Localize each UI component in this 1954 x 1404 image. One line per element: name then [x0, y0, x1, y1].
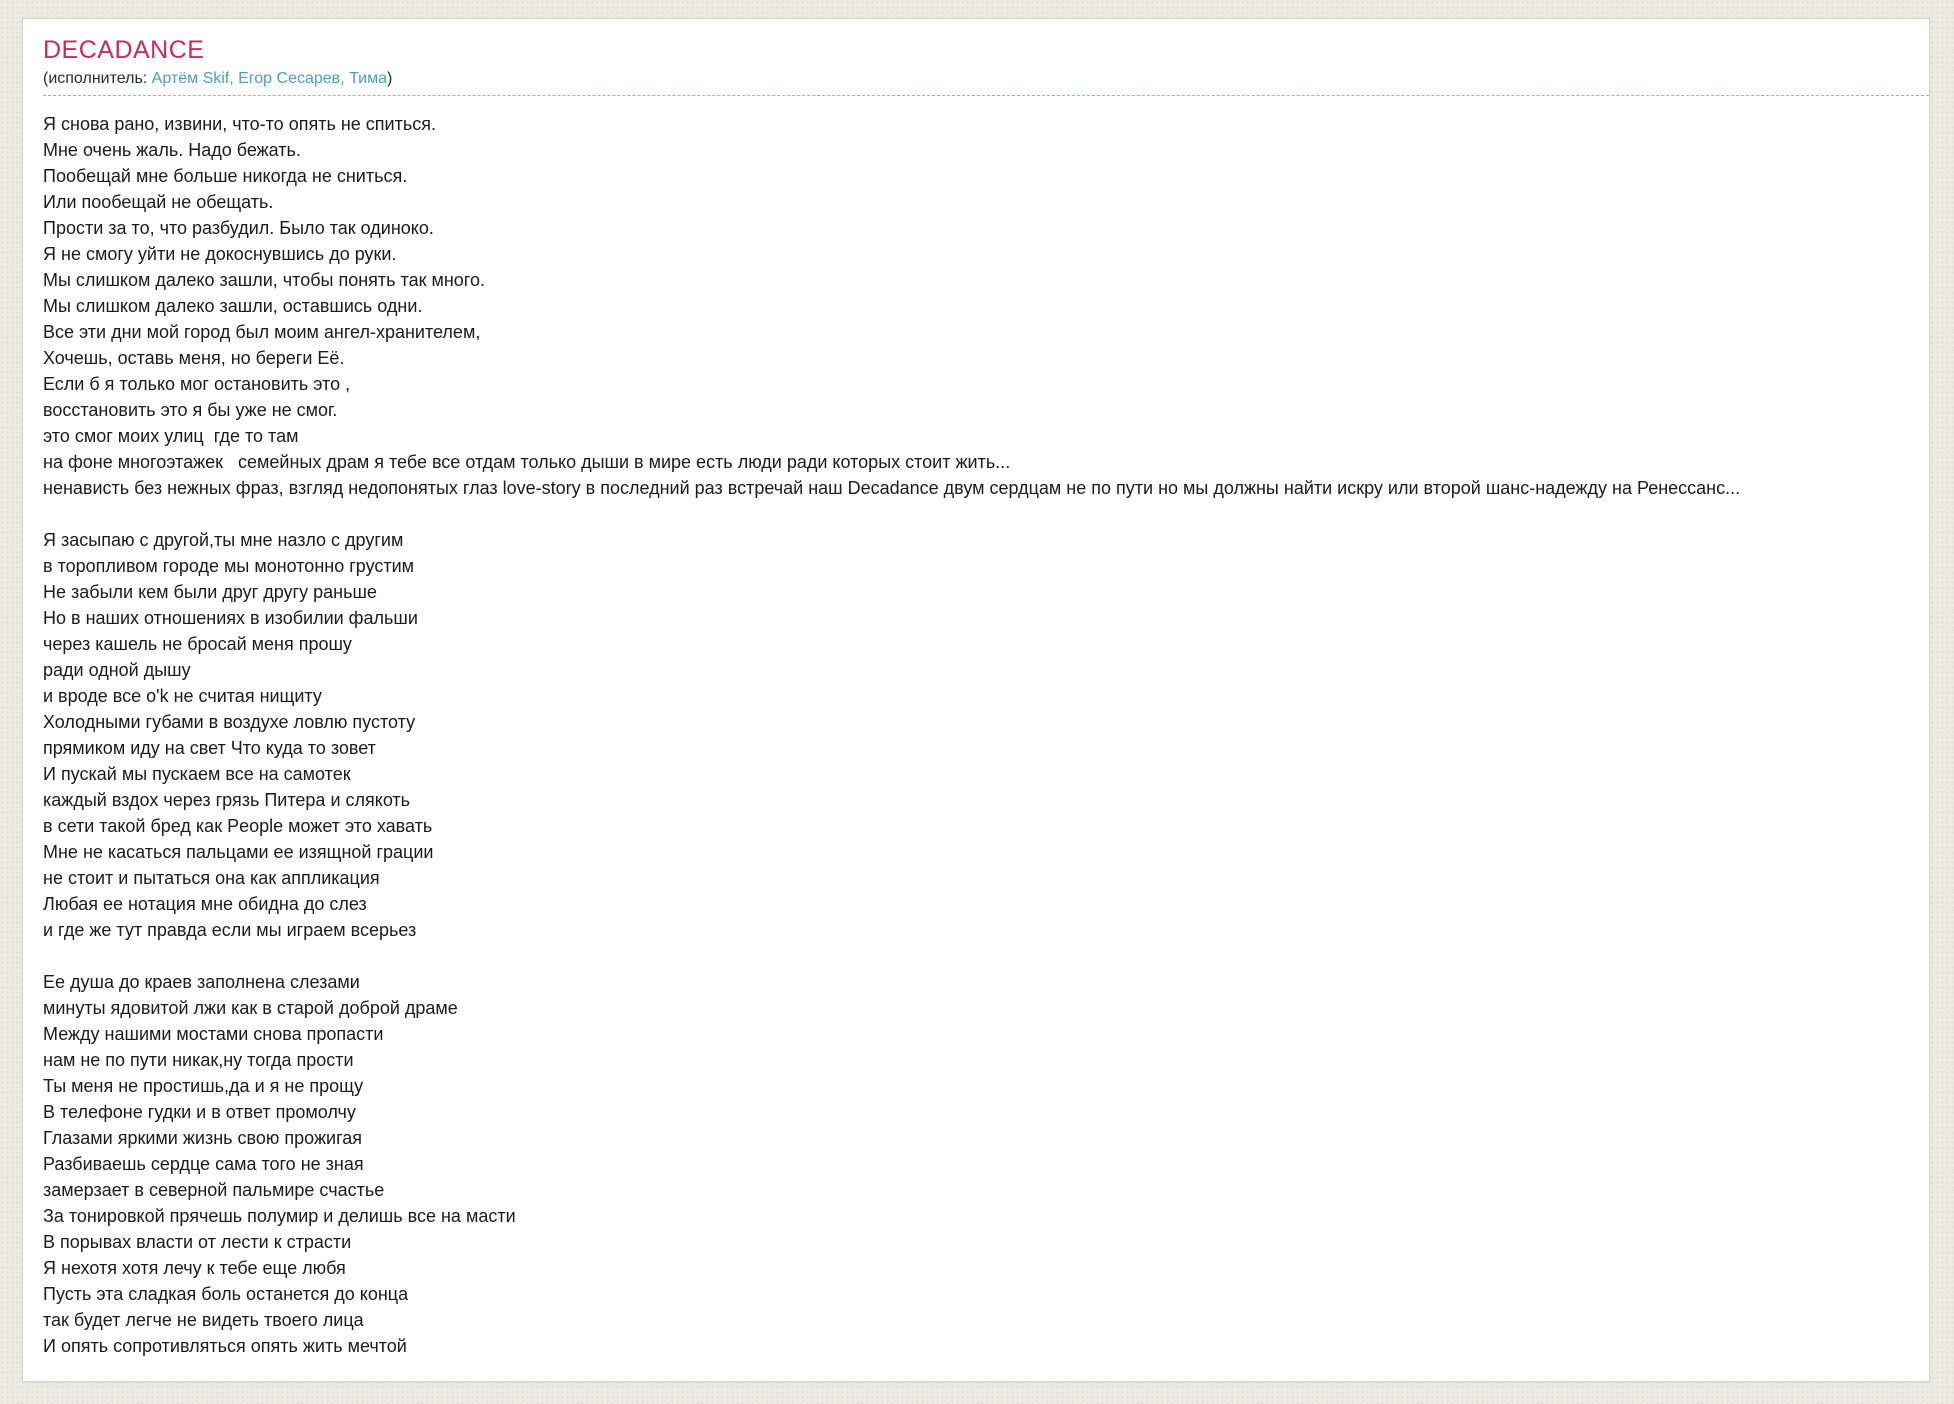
- lyric-line: минуты ядовитой лжи как в старой доброй драме: [43, 998, 458, 1018]
- lyric-line: Не забыли кем были друг другу раньше: [43, 582, 377, 602]
- lyric-line: на фоне многоэтажек семейных драм я тебе все отдам только дыши в мире есть люди ради которых стоит жить...: [43, 452, 1011, 472]
- lyric-line: Пусть эта сладкая боль останется до конца: [43, 1284, 409, 1304]
- lyric-line: Разбиваешь сердце сама того не зная: [43, 1154, 364, 1174]
- lyric-line: Мы слишком далеко зашли, чтобы понять так много.: [43, 270, 485, 290]
- lyric-line: это смог моих улиц где то там: [43, 426, 299, 446]
- artist-label: (исполнитель:: [43, 70, 152, 87]
- artist-link[interactable]: Тима: [349, 70, 387, 87]
- lyric-line: Ее душа до краев заполнена слезами: [43, 972, 360, 992]
- lyric-line: и где же тут правда если мы играем всерьез: [43, 920, 417, 940]
- lyric-line: Но в наших отношениях в изобилии фальши: [43, 608, 418, 628]
- lyric-line: Ты меня не простишь,да и я не прощу: [43, 1076, 364, 1096]
- lyric-line: Мне очень жаль. Надо бежать.: [43, 140, 301, 160]
- lyric-line: Мы слишком далеко зашли, оставшись одни.: [43, 296, 423, 316]
- lyric-line: Мне не касаться пальцами ее изящной грации: [43, 842, 434, 862]
- artist-link[interactable]: Артём Skif: [151, 70, 230, 87]
- lyric-line: прямиком иду на свет Что куда то зовет: [43, 738, 376, 758]
- lyric-line: Глазами яркими жизнь свою прожигая: [43, 1128, 362, 1148]
- lyric-line: В порывах власти от лести к страсти: [43, 1232, 352, 1252]
- song-title: DECADANCE: [43, 36, 205, 64]
- lyric-line: ради одной дышу: [43, 660, 191, 680]
- lyric-line: Я нехотя хотя лечу к тебе еще любя: [43, 1258, 346, 1278]
- lyric-line: Хочешь, оставь меня, но береги Её.: [43, 348, 345, 368]
- lyric-line: Любая ее нотация мне обидна до слез: [43, 894, 367, 914]
- lyric-line: не стоит и пытаться она как аппликация: [43, 868, 380, 888]
- lyric-line: и вроде все o'k не считая нищиту: [43, 686, 322, 706]
- lyric-line: Я засыпаю с другой,ты мне назло с другим: [43, 530, 404, 550]
- artist-line: [43, 68, 1929, 89]
- artist-links: Артём Skif, Егор Сесарев, Тима: [151, 70, 387, 87]
- lyric-line: Прости за то, что разбудил. Было так одиноко.: [43, 218, 434, 238]
- lyric-line: в торопливом городе мы монотонно грустим: [43, 556, 415, 576]
- lyric-line: Холодными губами в воздухе ловлю пустоту: [43, 712, 416, 732]
- stanza-gap: [43, 943, 1929, 969]
- lyric-line: так будет легче не видеть твоего лица: [43, 1310, 364, 1330]
- artist-link[interactable]: Егор Сесарев: [238, 70, 341, 87]
- lyric-line: В телефоне гудки и в ответ промолчу: [43, 1102, 356, 1122]
- lyric-line: в сети такой бред как People может это хавать: [43, 816, 433, 836]
- lyric-line: нам не по пути никак,ну тогда прости: [43, 1050, 354, 1070]
- lyrics-card: [22, 18, 1930, 1382]
- lyric-line: За тонировкой прячешь полумир и делишь все на масти: [43, 1206, 516, 1226]
- lyric-line: Я снова рано, извини, что-то опять не спиться.: [43, 114, 436, 134]
- dashed-separator: [43, 95, 1929, 96]
- lyrics-text: [43, 111, 1929, 1359]
- lyric-line: Если б я только мог остановить это ,: [43, 374, 351, 394]
- lyric-line: Между нашими мостами снова пропасти: [43, 1024, 384, 1044]
- lyric-line: И пускай мы пускаем все на самотек: [43, 764, 351, 784]
- lyric-line: ненависть без нежных фраз, взгляд недопонятых глаз love-story в последний раз встречай наш Decadance двум сердцам не по пути но мы должны найти искру или второй шанс-надежду на Ренессанс...: [43, 478, 1741, 498]
- lyric-line: Я не смогу уйти не докоснувшись до руки.: [43, 244, 397, 264]
- lyric-line: через кашель не бросай меня прошу: [43, 634, 352, 654]
- lyric-line: Пообещай мне больше никогда не сниться.: [43, 166, 408, 186]
- lyric-line: И опять сопротивляться опять жить мечтой: [43, 1336, 407, 1356]
- lyric-line: Или пообещай не обещать.: [43, 192, 274, 212]
- stanza-gap: [43, 501, 1929, 527]
- lyric-line: каждый вздох через грязь Питера и слякоть: [43, 790, 411, 810]
- artist-suffix: ): [386, 70, 393, 87]
- lyric-line: Все эти дни мой город был моим ангел-хранителем,: [43, 322, 481, 342]
- lyric-line: восстановить это я бы уже не смог.: [43, 400, 338, 420]
- lyric-line: замерзает в северной пальмире счастье: [43, 1180, 385, 1200]
